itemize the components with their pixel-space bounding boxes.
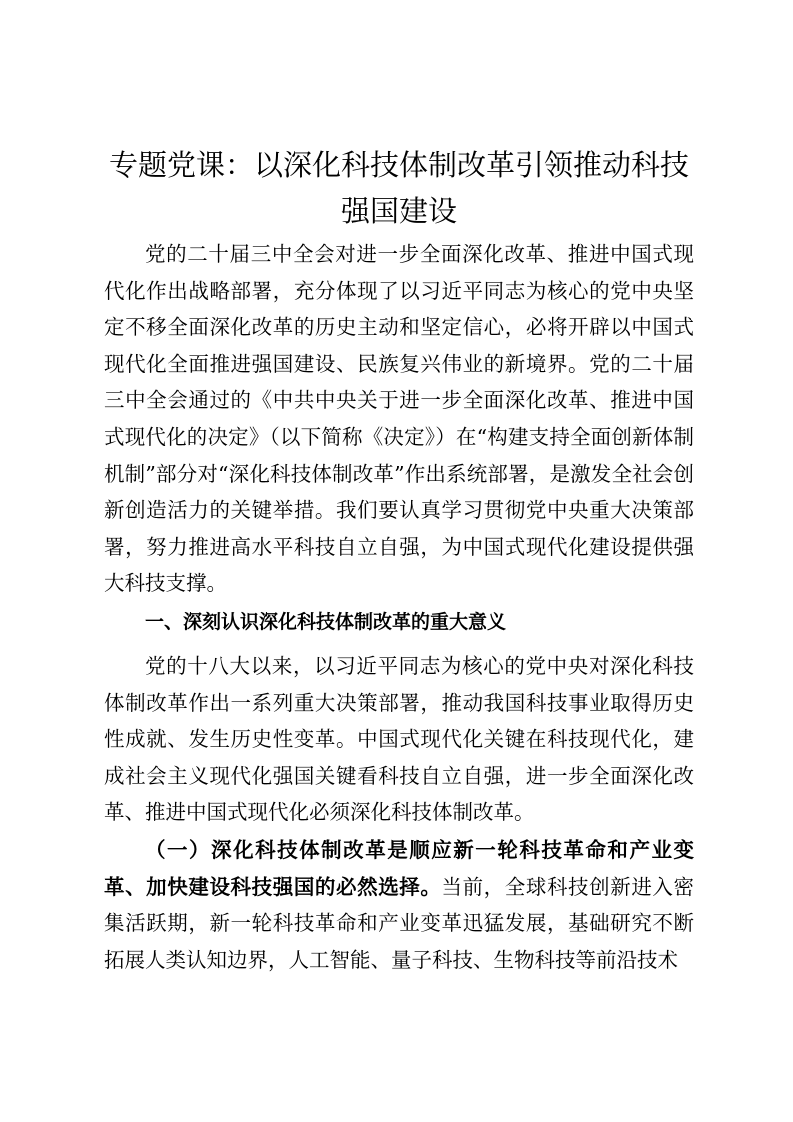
intro-paragraph: 党的二十届三中全会对进一步全面深化改革、推进中国式现代化作出战略部署，充分体现了以习近平同志为核心的党中央坚定不移全面深化改革的历史主动和坚定信心，必将开辟以中国式现代化全面推进强国建设、民族复兴伟业的新境界。党的二十届三中全会通过的《中共中央关于进一步全面深化改革、推进中国式现代化的决定》（以下简称《决定》）在“构建支持全面创新体制机制”部分对“深化科技体制改革”作出系统部署，是激发全社会创新创造活力的关键举措。我们要认真学习贯彻党中央重大决策部署，努力推进高水平科技自立自强，为中国式现代化建设提供强大科技支撑。 bbox=[104, 242, 694, 596]
subsection-1-lead: （一）深化科技体制改革是顺应新一轮科技革命和产业变革、加快建设科技强国的必然选择。 bbox=[104, 838, 694, 899]
subsection-1-paragraph bbox=[104, 832, 694, 978]
subsection-1-text: 当前，全球科技创新进入密集活跃期，新一轮科技革命和产业变革迅猛发展，基础研究不断拓展人类认知边界，人工智能、量子科技、生物科技等前沿技术 bbox=[104, 874, 695, 972]
document-title: 专题党课：以深化科技体制改革引领推动科技强国建设 bbox=[108, 148, 689, 228]
section-1-paragraph: 党的十八大以来，以习近平同志为核心的党中央对深化科技体制改革作出一系列重大决策部署，推动我国科技事业取得历史性成就、发生历史性变革。中国式现代化关键在科技现代化，建成社会主义现代化强国关键看科技自立自强，进一步全面深化改革、推进中国式现代化必须深化科技体制改革。 bbox=[104, 654, 694, 825]
section-1-heading: 一、深刻认识深化科技体制改革的重大意义 bbox=[145, 611, 507, 633]
